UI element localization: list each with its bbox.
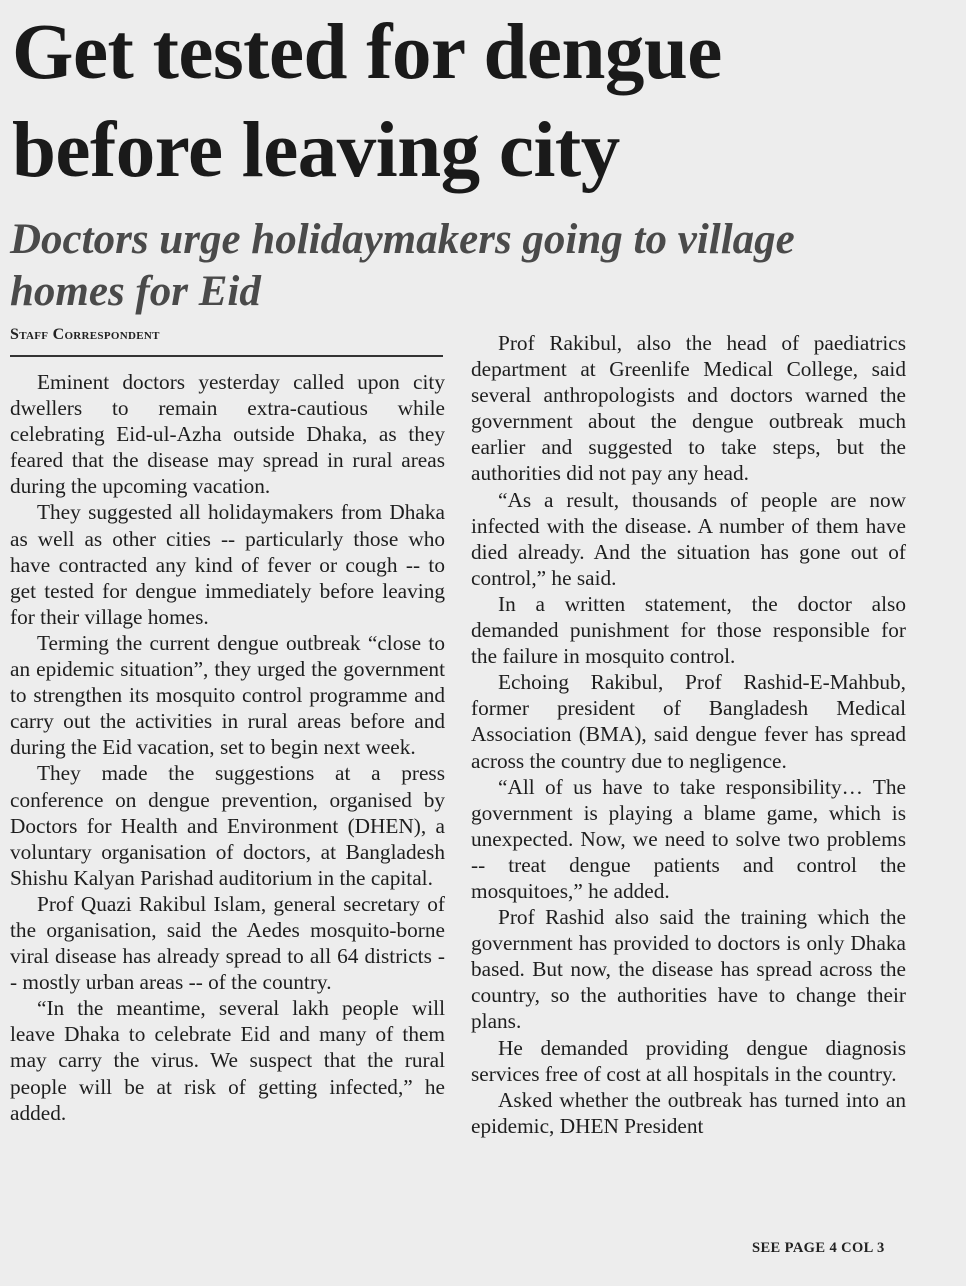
paragraph: Prof Quazi Rakibul Islam, general secretary of the organisation, said the Aedes mosquito-borne viral disease has already spread to all 64 districts -- mostly urban areas -- of the country.	[10, 891, 445, 995]
headline	[12, 4, 957, 200]
headline-line-2: before leaving city	[12, 107, 620, 194]
paragraph: In a written statement, the doctor also demanded punishment for those responsible for the failure in mosquito control.	[471, 591, 906, 669]
right-column	[471, 330, 906, 1139]
paragraph: Eminent doctors yesterday called upon city dwellers to remain extra-cautious while celebrating Eid-ul-Azha outside Dhaka, as they feared that the disease may spread in rural areas during the upcoming vacation.	[10, 370, 445, 499]
byline-divider	[10, 355, 443, 357]
paragraph: Prof Rakibul, also the head of paediatrics department at Greenlife Medical College, said several anthropologists and doctors warned the government about the dengue outbreak much earlier and suggested to take steps, but the authorities did not pay any head.	[471, 331, 906, 486]
subheadline-line-2: homes for Eid	[10, 268, 261, 315]
paragraph: Echoing Rakibul, Prof Rashid-E-Mahbub, former president of Bangladesh Medical Association (BMA), said dengue fever has spread across the country due to negligence.	[471, 670, 906, 773]
paragraph: He demanded providing dengue diagnosis services free of cost at all hospitals in the country.	[471, 1035, 906, 1086]
continued-jump-line: SEE PAGE 4 COL 3	[752, 1240, 885, 1256]
paragraph: “All of us have to take responsibility… The government is playing a blame game, which is unexpected. Now, we need to solve two problems -- treat dengue patients and control the mosquitoes,” he added.	[471, 774, 906, 903]
headline-line-1: Get tested for dengue	[12, 9, 722, 96]
paragraph: Terming the current dengue outbreak “close to an epidemic situation”, they urged the government to strengthen its mosquito control programme and carry out the activities in rural areas before and during the Eid vacation, set to begin next week.	[10, 630, 445, 760]
paragraph: They suggested all holidaymakers from Dhaka as well as other cities -- particularly those who have contracted any kind of fever or cough -- to get tested for dengue immediately before leaving for their village homes.	[10, 500, 445, 629]
paragraph: “In the meantime, several lakh people will leave Dhaka to celebrate Eid and many of them may carry the virus. We suspect that the rural people will be at risk of getting infected,” he added.	[10, 996, 445, 1125]
paragraph: They made the suggestions at a press conference on dengue prevention, organised by Doctors for Health and Environment (DHEN), a voluntary organisation of doctors, at Bangladesh Shishu Kalyan Parishad auditorium in the capital.	[10, 761, 445, 890]
subheadline-line-1: Doctors urge holidaymakers going to village	[10, 216, 795, 263]
paragraph: Asked whether the outbreak has turned into an epidemic, DHEN President	[471, 1087, 906, 1138]
subheadline	[10, 214, 955, 318]
paragraph: Prof Rashid also said the training which the government has provided to doctors is only Dhaka based. But now, the disease has spread across the country, so the authorities have to change their plans.	[471, 905, 906, 1034]
paragraph: “As a result, thousands of people are now infected with the disease. A number of them have died already. And the situation has gone out of control,” he said.	[471, 487, 906, 590]
byline: Staff Correspondent	[10, 326, 160, 343]
left-column	[10, 369, 445, 1126]
